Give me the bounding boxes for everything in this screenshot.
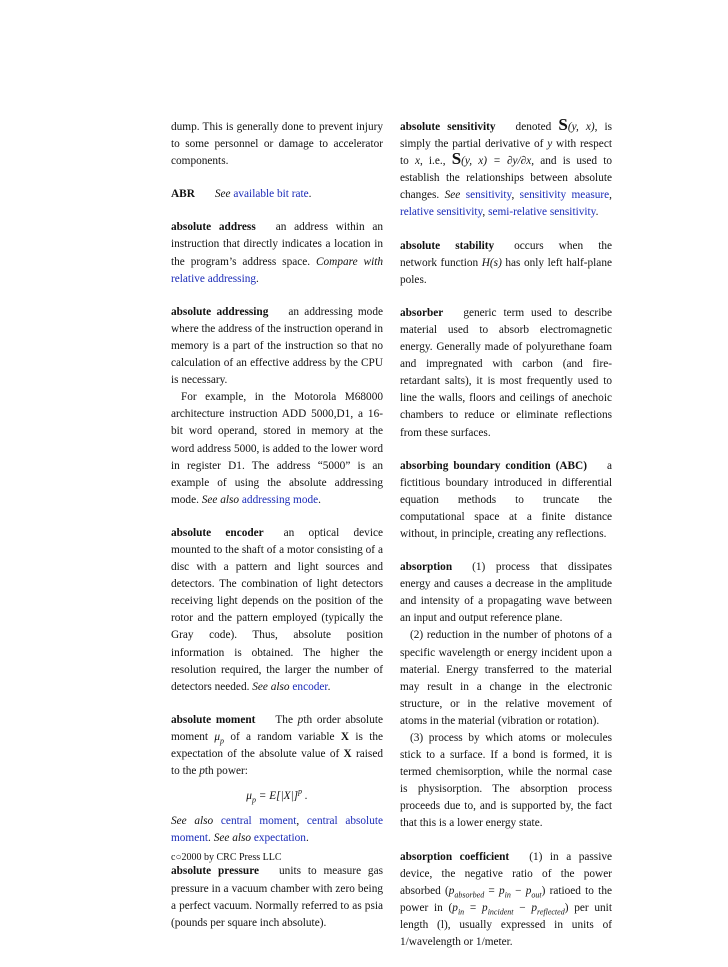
see-also-label: See also [252,680,290,693]
math-p: p [499,884,505,897]
definition-text: is the expectation of the absolute value of [171,730,383,760]
link-central-absolute-moment[interactable]: central absolute moment [171,815,384,845]
entry-abr [171,186,383,203]
entry-absolute-pressure [171,863,383,931]
separator: , [511,189,520,202]
definition-text: th order absolute moment [171,713,383,743]
definition-text: with respect to [400,138,612,168]
math-p: p [482,901,488,914]
compare-label: Compare with [316,255,383,268]
link-addressing-mode[interactable]: addressing mode [241,493,319,506]
entry-absolute-addressing [171,304,383,509]
left-column [171,119,383,948]
formula-mu: μ [246,790,252,803]
math-subscript: absorbed [454,890,485,899]
entry-term: absolute address [171,221,256,234]
entry-term: absorption coefficient [400,850,510,863]
entry-term: absolute stability [400,239,495,252]
copyright-footer: c○2000 by CRC Press LLC [171,852,282,863]
math-S: S [451,149,462,169]
link-relative-addressing[interactable]: relative addressing [171,272,257,285]
entry-text: dump. This is generally done to prevent injury to some personnel or damage to accelerator components. [171,121,383,168]
math-equation: (y, x) = ∂y/∂x [461,155,532,168]
math-p: p [297,713,304,726]
entry-absorber [400,305,612,442]
definition-text: ) per unit length (l), usually expressed in units of 1/wavelength or 1/meter. [400,901,612,949]
math-S: S [558,115,568,134]
math-args: (y, x) [567,121,595,133]
see-label: See [214,188,231,201]
entry-absorption-coefficient [400,849,612,952]
punct: . [318,493,321,506]
math-subscript: out [531,890,542,899]
definition-text: occurs when the network function [400,239,612,269]
entry-dump-continued [171,119,383,170]
math-X: X [340,730,350,743]
definition-text: ) ratioed to the power in ( [400,884,612,914]
entry-definition: units to measure gas pressure in a vacuum chamber with zero being a perfect vacuum. Normally referred to as psia (pounds per square inch absolute). [171,865,383,929]
entry-term: absorbing boundary condition (ABC) [400,459,587,472]
definition-text: , and is used to establish the relationships between absolute changes. [400,155,612,202]
math-op: = [484,884,500,897]
entry-absolute-address [171,219,383,287]
moment-formula [171,788,383,805]
entry-absolute-sensitivity [400,115,613,222]
definition-text: , i.e., [419,155,452,168]
formula-superscript: p [298,787,303,797]
definition-text: , is simply the partial derivative of [400,121,613,151]
entry-paragraph: (2) reduction in the number of photons of a specific wavelength or energy incident upon a material. Energy transferred to the material may result in a change in the electronic structure, or in the relative movement of atoms in the material (vibration or rotation). [400,629,612,727]
entry-absolute-stability [400,238,612,289]
link-available-bit-rate[interactable]: available bit rate [233,188,309,201]
math-p: p [448,884,455,897]
entry-term: ABR [171,188,195,201]
definition-text: denoted [515,121,559,133]
math-op: − [513,901,532,914]
math-p: p [199,765,205,778]
entry-term: absolute sensitivity [400,121,496,133]
math-subscript: in [457,907,465,917]
definition-text: has only left half-plane poles. [400,256,612,286]
punct: . [256,272,259,285]
separator: , [609,189,612,202]
entry-absorbing-boundary-condition [400,458,612,543]
entry-definition: generic term used to describe material used to absorb electromagnetic energy. Generally made of polyurethane foam and impregnated with carbon (and fire-retardant salts), it is most frequently used to line the walls, floors and ceilings of anechoic chambers to reduce or eliminate reflections from these surfaces. [400,306,612,439]
entry-paragraph: (3) process by which atoms or molecules stick to a surface. If a bond is formed, it is termed chemisorption, while the normal case is physisorption. The absorption process proceeds due to, and is supported by, the fact that this is a lower energy state. [400,732,612,830]
math-y: y [547,138,553,151]
definition-text: (1) in a passive device, the negative ratio of the power absorbed ( [400,850,612,897]
entry-definition: an optical device mounted to the shaft of a motor consisting of a disc with a pattern and light sources and detectors. The combination of light detectors receiving light depends on the position of the rotor and the pattern employed (typically the Gray code). Thus, absolute position information is obtained. The higher the resolution required, the larger the number of detectors needed. [171,526,383,693]
entry-definition: a fictitious boundary introduced in differential equation methods to truncate the computational space at a finite distance without, in principle, creating any reflections. [400,459,612,540]
math-subscript: incident [487,907,514,917]
see-also-label: See also [171,815,214,828]
entry-term: absolute pressure [171,865,260,878]
punct: . [305,832,309,845]
math-H: H(s) [481,256,502,269]
entry-paragraph: (1) process that dissipates energy and causes a decrease in the amplitude and intensity of a propagating wave between an input and output reference plane. [400,561,612,625]
right-column [400,115,613,967]
punct: . [595,206,599,219]
definition-text: The [275,713,298,726]
math-p: p [525,884,532,897]
link-semi-relative-sensitivity[interactable]: semi-relative sensitivity [488,206,596,219]
separator: , [296,815,307,828]
math-op: = [464,901,483,914]
link-expectation[interactable]: expectation [253,832,306,845]
entry-absorption [400,559,612,833]
entry-absolute-moment [171,712,383,848]
entry-paragraph: For example, in the Motorola M68000 architecture instruction ADD 5000,D1, a 16-bit word operand, stored in memory at the word address 5000, is added to the lower word in register D1. The address “5000” is an example of using the absolute addressing mode. [171,391,383,506]
punct: . [308,188,312,201]
link-encoder[interactable]: encoder [292,680,328,693]
math-X: X [343,748,352,760]
link-sensitivity-measure[interactable]: sensitivity measure [519,189,610,202]
definition-text: raised to the [171,748,383,778]
math-x: x [414,155,420,168]
definition-text: of a random variable [224,730,341,743]
entry-term: absolute moment [171,713,256,726]
entry-definition: an address within an instruction that directly indicates a location in the program’s address space. [171,221,383,268]
entry-term: absolute addressing [171,305,269,318]
entry-term: absolute encoder [171,526,264,539]
punct: . [327,680,331,693]
math-subscript: p [220,736,225,746]
math-p: p [531,901,538,914]
math-subscript: reflected [537,907,565,917]
math-p: p [452,901,458,914]
definition-text: th power: [204,765,248,778]
math-op: − [510,884,526,897]
formula-subscript: p [251,795,256,805]
entry-term: absorption [400,561,453,574]
see-label: See [444,189,461,202]
math-subscript: in [504,890,511,899]
separator: , [482,206,489,219]
formula-rhs: = E[|X|] [255,790,299,803]
formula-end: . [302,790,308,803]
punct: . [208,832,214,845]
see-also-label: See also [213,832,252,845]
see-also-label: See also [201,493,240,506]
link-sensitivity[interactable]: sensitivity [465,189,512,202]
math-mu: μ [214,730,221,743]
entry-absolute-encoder [171,525,383,696]
link-central-moment[interactable]: central moment [220,815,297,828]
link-relative-sensitivity[interactable]: relative sensitivity [400,206,483,219]
entry-definition: an addressing mode where the address of the instruction operand in memory is a part of the instruction so that no calculation of an effective address by the CPU is necessary. [171,305,383,387]
entry-term: absorber [400,306,444,319]
